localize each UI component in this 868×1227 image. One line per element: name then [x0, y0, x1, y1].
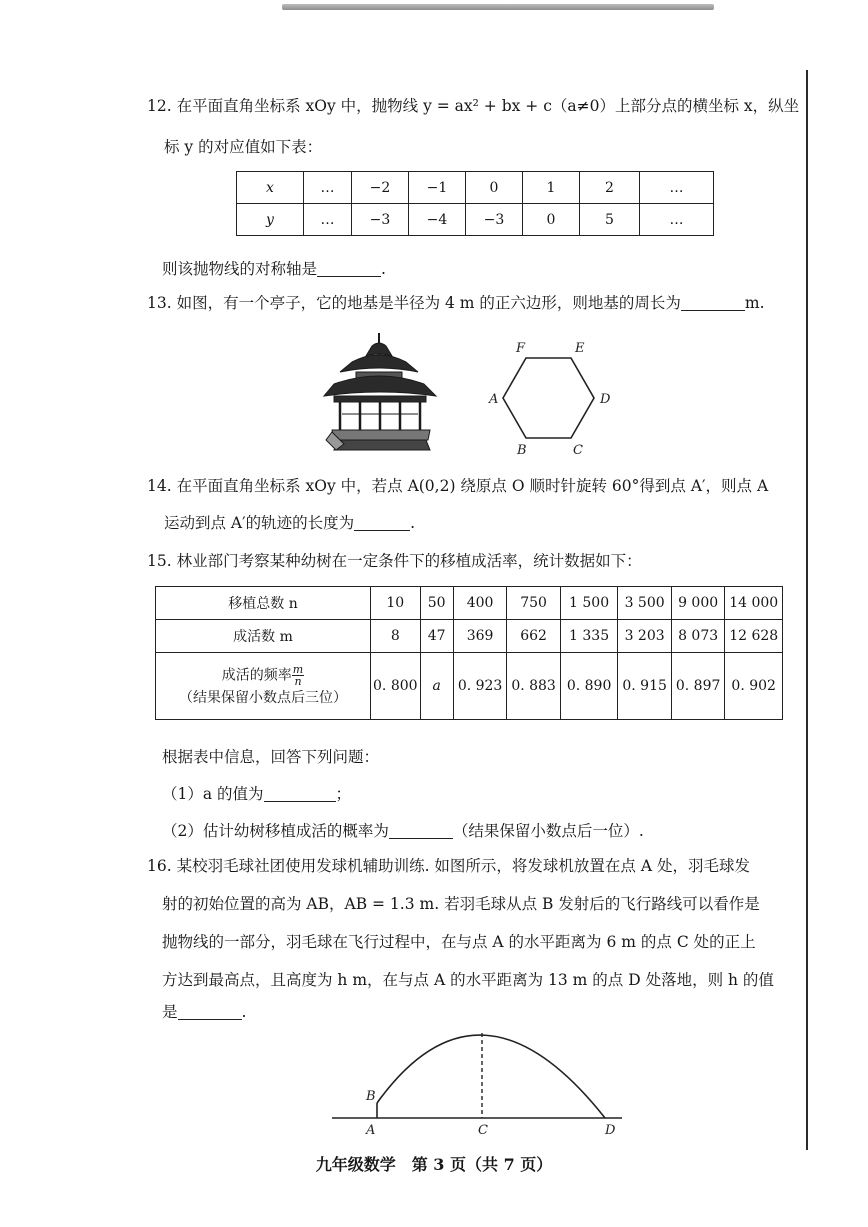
frac-num: m: [292, 662, 304, 676]
label-A: A: [366, 1123, 376, 1138]
label-F: F: [516, 341, 526, 356]
q12-line2: 标 y 的对应值如下表：: [164, 138, 323, 156]
q13-text-main: 13. 如图，有一个亭子，它的地基是半径为 4 m 的正六边形，则地基的周长为: [147, 294, 681, 312]
q16-line5-text: 是: [162, 1003, 178, 1021]
table-cell: −3: [466, 204, 523, 236]
table-cell: …: [640, 204, 714, 236]
label-A: A: [489, 392, 499, 407]
q16-line4: 方达到最高点，且高度为 h m，在与点 A 的水平距离为 13 m 的点 D 处落地，则 h 的值: [162, 971, 774, 989]
q14-end: .: [410, 514, 416, 532]
table-cell: …: [304, 204, 352, 236]
freq-label: 成活的频率: [221, 667, 292, 683]
q16-line2: 射的初始位置的高为 AB，AB = 1.3 m. 若羽毛球从点 B 发射后的飞行路线可以看作是: [162, 895, 760, 913]
table-cell: 0. 883: [507, 653, 561, 720]
table-cell: 14 000: [725, 587, 783, 620]
table-cell: −4: [409, 204, 466, 236]
table-cell: a: [420, 653, 453, 720]
q16-line3: 抛物线的一部分，羽毛球在飞行过程中，在与点 A 的水平距离为 6 m 的点 C 处的正上: [162, 933, 756, 951]
q14-line2-text: 运动到点 A′的轨迹的长度为: [164, 514, 355, 532]
page-footer: 九年级数学 第 3 页（共 7 页）: [315, 1155, 553, 1174]
table-cell: 3 500: [618, 587, 672, 620]
table-cell: 0. 902: [725, 653, 783, 720]
q15-sub2-end: （结果保留小数点后一位）.: [452, 822, 644, 840]
q15-after: 根据表中信息，回答下列问题：: [162, 748, 380, 766]
table-cell: 1: [523, 172, 580, 204]
table-cell: 8 073: [671, 620, 725, 653]
q15-sub2-text: （2）估计幼树移植成活的概率为: [162, 822, 389, 840]
table-cell: 0. 915: [618, 653, 672, 720]
table-cell: −1: [409, 172, 466, 204]
q14-line1: 14. 在平面直角坐标系 xOy 中，若点 A(0,2) 绕原点 O 顺时针旋转 60°得到点 A′，则点 A: [147, 477, 769, 495]
q12-line1: 12. 在平面直角坐标系 xOy 中，抛物线 y = ax² + bx + c（a≠0）上部分点的横坐标 x，纵坐: [147, 97, 800, 115]
table-cell: 662: [507, 620, 561, 653]
table-cell: x: [237, 172, 304, 204]
label-C: C: [573, 443, 583, 458]
q16-line1: 16. 某校羽毛球社团使用发球机辅助训练. 如图所示，将发球机放置在点 A 处，羽毛球发: [147, 857, 750, 875]
table-cell: 0. 897: [671, 653, 725, 720]
q16-end: .: [241, 1003, 247, 1021]
label-B: B: [366, 1089, 376, 1104]
row-label: 成活数 m: [156, 620, 371, 653]
label-D: D: [605, 1123, 616, 1138]
row-label: 移植总数 n: [156, 587, 371, 620]
table-cell: 400: [453, 587, 507, 620]
table-cell: −2: [352, 172, 409, 204]
table-cell: 47: [420, 620, 453, 653]
table-cell: 0. 890: [560, 653, 618, 720]
q12-ask-text: 则该抛物线的对称轴是: [162, 260, 318, 278]
table-cell: 10: [371, 587, 420, 620]
table-cell: 0: [466, 172, 523, 204]
table-cell: …: [304, 172, 352, 204]
label-C: C: [478, 1123, 488, 1138]
label-B: B: [517, 443, 527, 458]
table-cell: 5: [580, 204, 640, 236]
table-cell: 750: [507, 587, 561, 620]
table-cell: 8: [371, 620, 420, 653]
table-cell: 2: [580, 172, 640, 204]
table-cell: …: [640, 172, 714, 204]
table-cell: 12 628: [725, 620, 783, 653]
freq-note: （结果保留小数点后三位）: [179, 689, 348, 706]
frac-den: n: [294, 674, 302, 688]
trajectory-curve: [377, 1035, 605, 1118]
q15-sub1-text: （1）a 的值为: [162, 785, 264, 803]
q15-sub1-end: ；: [335, 785, 352, 803]
table-cell: 9 000: [671, 587, 725, 620]
table-cell: y: [237, 204, 304, 236]
q13-unit: m.: [744, 294, 765, 312]
label-D: D: [600, 392, 611, 407]
table-cell: 369: [453, 620, 507, 653]
table-cell: 50: [420, 587, 453, 620]
table-cell: −3: [352, 204, 409, 236]
table-cell: 0: [523, 204, 580, 236]
table-cell: 1 335: [560, 620, 618, 653]
table-cell: 0. 923: [453, 653, 507, 720]
table-cell: 3 203: [618, 620, 672, 653]
q15-intro: 15. 林业部门考察某种幼树在一定条件下的移植成活率，统计数据如下：: [147, 552, 642, 570]
table-cell: 1 500: [560, 587, 618, 620]
label-E: E: [575, 341, 585, 356]
table-cell: 0. 800: [371, 653, 420, 720]
q12-ask-end: .: [381, 260, 386, 278]
